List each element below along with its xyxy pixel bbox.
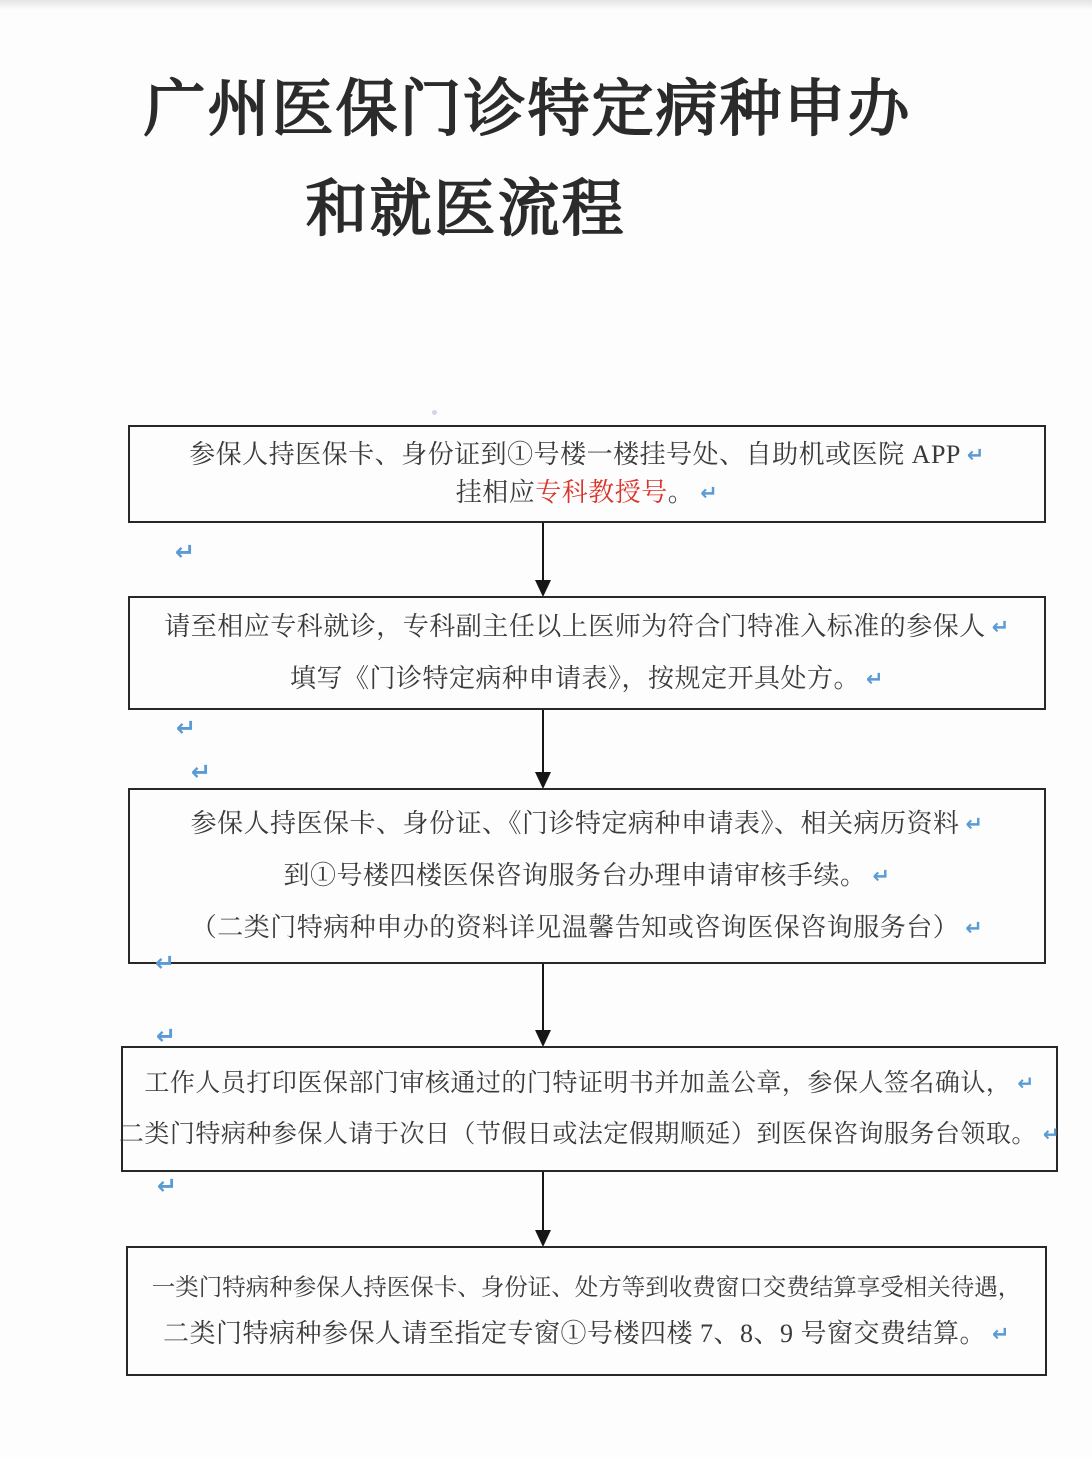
- flow-step-payment-settlement: [126, 1246, 1047, 1376]
- flow-box-line: [191, 798, 984, 850]
- arrow-shaft: [542, 1172, 544, 1230]
- flow-box-line: [163, 1311, 1010, 1357]
- flow-box-text: 二类门特病种参保人请于次日（节假日或法定假期顺延）到医保咨询服务台领取。: [118, 1121, 1037, 1148]
- flow-arrow-down-1: [535, 523, 551, 597]
- flow-box-text: 参保人持医保卡、身份证、《门诊特定病种申请表》、相关病历资料: [190, 809, 960, 838]
- flow-box-line: [191, 902, 983, 954]
- arrow-head-icon: [535, 580, 551, 597]
- paragraph-return-mark-icon: ↵: [176, 714, 197, 742]
- flow-box-text: 填写《门诊特定病种申请表》，按规定开具处方。: [290, 664, 861, 693]
- paragraph-return-mark-icon: ↵: [992, 1322, 1010, 1346]
- flow-box-line: [164, 601, 1009, 653]
- arrow-head-icon: [535, 1230, 551, 1247]
- page-title: [0, 60, 1055, 260]
- paragraph-return-mark-icon: ↵: [1017, 1071, 1035, 1095]
- flow-arrow-down-2: [535, 710, 551, 789]
- scan-artifact-dot: [432, 410, 437, 415]
- flow-box-text: 一类门特病种参保人持医保卡、身份证、处方等到收费窗口交费结算享受相关待遇，: [151, 1275, 1022, 1301]
- title-line-1: 广州医保门诊特定病种申办: [143, 75, 912, 144]
- flow-box-text: 到①号楼四楼医保咨询服务台办理申请审核手续。: [283, 861, 867, 890]
- paragraph-return-mark-icon: ↵: [155, 949, 176, 977]
- flow-box-text: （二类门特病种申办的资料详见温馨告知或咨询医保咨询服务台）: [190, 913, 960, 942]
- title-line-2: 和就医流程: [305, 175, 626, 244]
- flow-step-application-review: [128, 788, 1046, 964]
- paragraph-return-mark-icon: ↵: [872, 864, 891, 888]
- paragraph-return-mark-icon: ↵: [866, 667, 884, 691]
- flow-box-line: [284, 850, 891, 902]
- highlight-red-text: 专科教授号: [535, 478, 668, 507]
- paragraph-return-mark-icon: ↵: [991, 615, 1010, 639]
- flow-step-specialist-visit: [128, 596, 1046, 710]
- flow-arrow-down-3: [535, 964, 551, 1047]
- arrow-head-icon: [535, 1030, 551, 1047]
- paragraph-return-mark-icon: ↵: [157, 1172, 178, 1200]
- paragraph-return-mark-icon: ↵: [175, 538, 196, 566]
- flow-box-line: [456, 474, 718, 512]
- paragraph-return-mark-icon: ↵: [191, 758, 212, 786]
- flow-box-line: [189, 436, 985, 474]
- flow-box-line: [290, 653, 884, 705]
- flow-box-text: 。: [667, 478, 695, 507]
- flow-box-text: 挂相应: [455, 478, 536, 507]
- paragraph-return-mark-icon: ↵: [965, 916, 984, 940]
- flow-box-text: 二类门特病种参保人请至指定专窗①号楼四楼 7、8、9 号窗交费结算。: [163, 1319, 987, 1348]
- arrow-shaft: [542, 523, 544, 580]
- paragraph-return-mark-icon: ↵: [700, 481, 719, 505]
- flow-box-text: 工作人员打印医保部门审核通过的门特证明书并加盖公章，参保人签名确认，: [144, 1070, 1012, 1097]
- paragraph-return-mark-icon: ↵: [156, 1022, 177, 1050]
- flow-box-line: [152, 1265, 1022, 1311]
- paragraph-return-mark-icon: ↵: [1042, 1122, 1061, 1146]
- flow-box-line: [144, 1058, 1034, 1109]
- flow-step-certificate-issue: [118, 1046, 1061, 1172]
- flow-arrow-down-4: [535, 1172, 551, 1247]
- flow-step-registration: [128, 425, 1046, 523]
- arrow-shaft: [542, 964, 544, 1030]
- paragraph-return-mark-icon: ↵: [966, 443, 985, 467]
- flow-box-line: [119, 1109, 1060, 1160]
- flow-box-text: 请至相应专科就诊，专科副主任以上医师为符合门特准入标准的参保人: [164, 612, 986, 641]
- paragraph-return-mark-icon: ↵: [965, 812, 984, 836]
- flow-box-text: 参保人持医保卡、身份证到①号楼一楼挂号处、自助机或医院 APP: [189, 440, 961, 469]
- arrow-shaft: [542, 710, 544, 772]
- arrow-head-icon: [535, 772, 551, 789]
